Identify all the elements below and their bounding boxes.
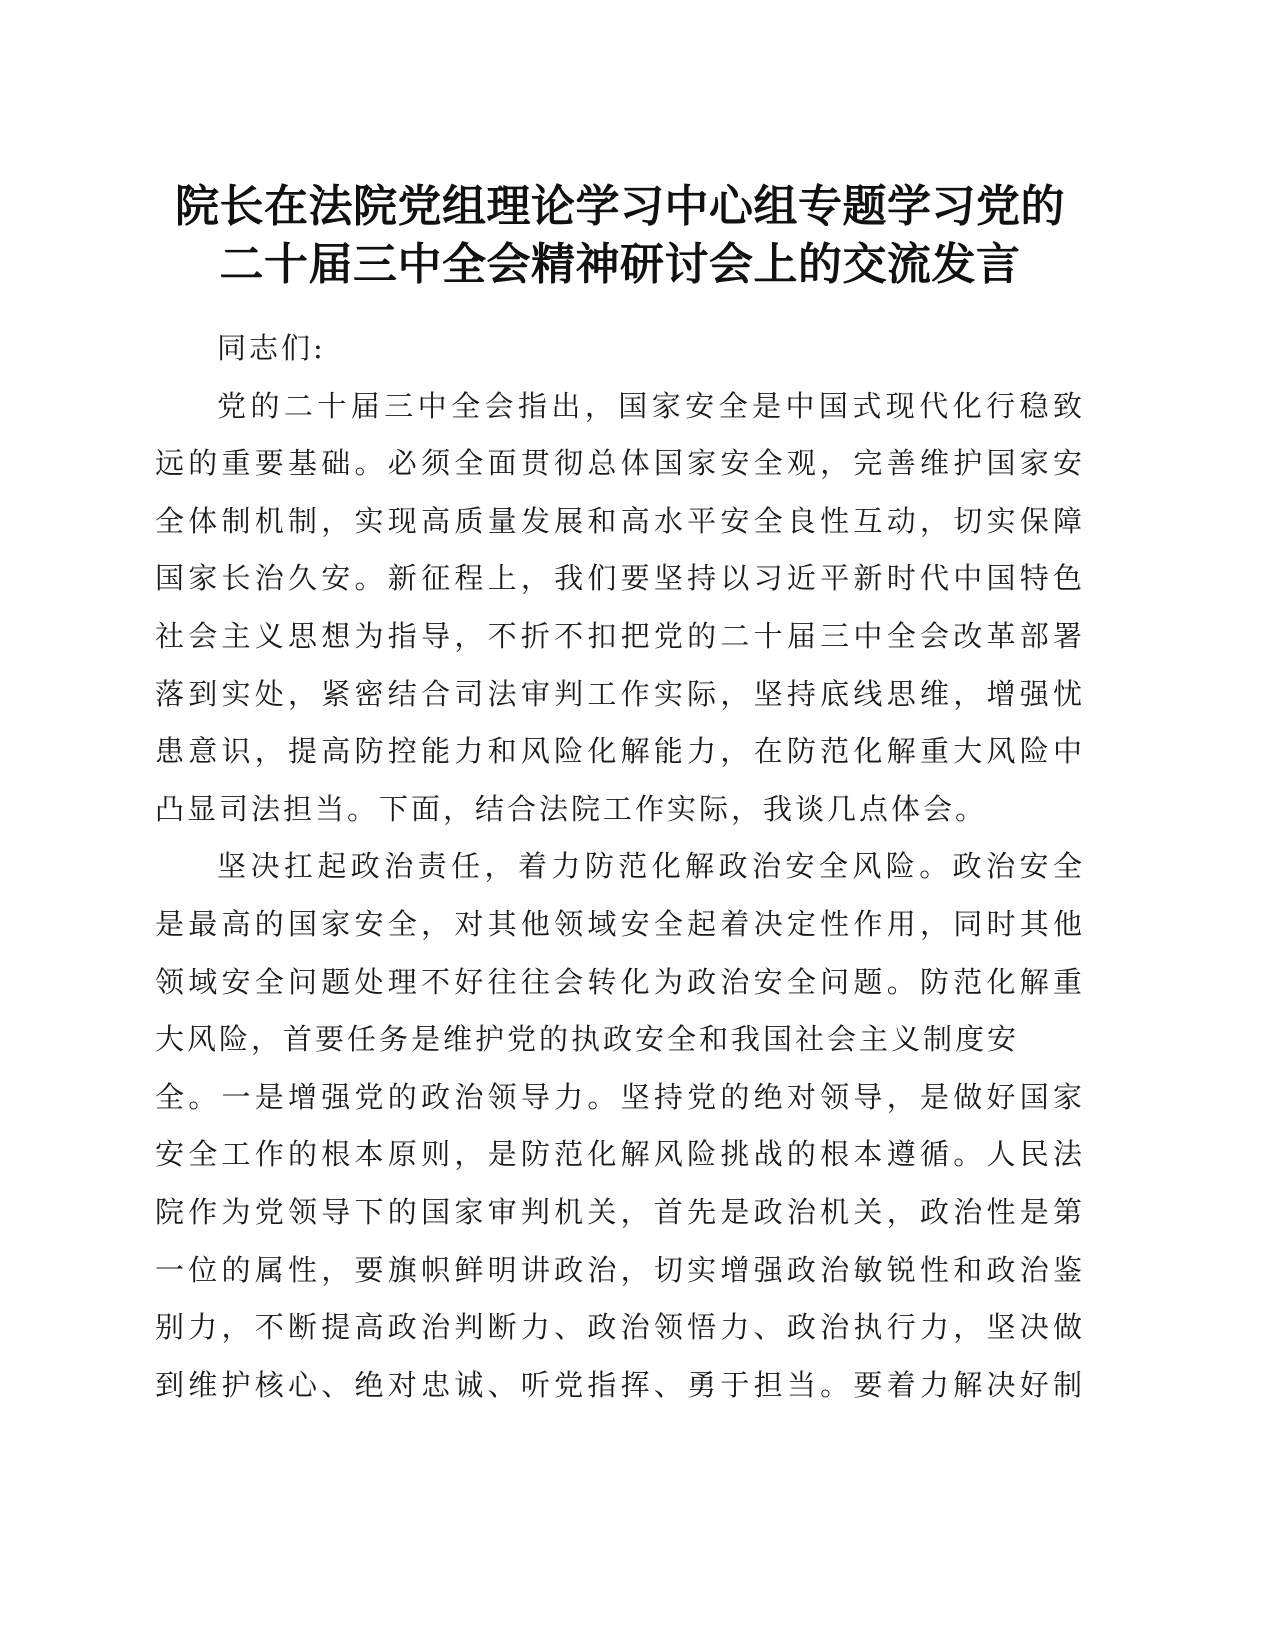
title-line-1: 院长在法院党组理论学习中心组专题学习党的 [175, 181, 1065, 232]
paragraph-line: 国家长治久安。新征程上，我们要坚持以习近平新时代中国特色 [155, 561, 1085, 596]
paragraph-line: 凸显司法担当。下面，结合法院工作实际，我谈几点体会。 [155, 791, 988, 826]
salutation: 同志们: [217, 331, 326, 365]
paragraph-line: 党的二十届三中全会指出，国家安全是中国式现代化行稳致 [217, 388, 1085, 423]
paragraph-line: 到维护核心、绝对忠诚、听党指挥、勇于担当。要着力解决好制 [155, 1367, 1085, 1402]
document-title [150, 178, 1090, 294]
paragraph-line: 领域安全问题处理不好往往会转化为政治安全问题。防范化解重 [155, 964, 1085, 999]
title-line-2: 二十届三中全会精神研讨会上的交流发言 [219, 239, 1021, 290]
paragraph-line: 院作为党领导下的国家审判机关，首先是政治机关，政治性是第 [155, 1194, 1085, 1229]
paragraph-line: 是最高的国家安全，对其他领域安全起着决定性作用，同时其他 [155, 906, 1085, 941]
paragraph-line: 远的重要基础。必须全面贯彻总体国家安全观，完善维护国家安 [155, 446, 1085, 481]
paragraph-line: 患意识，提高防控能力和风险化解能力，在防范化解重大风险中 [155, 734, 1085, 769]
document-body [155, 320, 1085, 1414]
paragraph-line: 别力，不断提高政治判断力、政治领悟力、政治执行力，坚决做 [155, 1310, 1085, 1345]
paragraph-line: 大风险，首要任务是维护党的执政安全和我国社会主义制度安 [155, 1022, 1020, 1057]
paragraph-line: 社会主义思想为指导，不折不扣把党的二十届三中全会改革部署 [155, 618, 1085, 653]
paragraph-line: 全体制机制，实现高质量发展和高水平安全良性互动，切实保障 [155, 503, 1085, 538]
paragraph-line: 一位的属性，要旗帜鲜明讲政治，切实增强政治敏锐性和政治鉴 [155, 1252, 1085, 1287]
paragraph-line: 安全工作的根本原则，是防范化解风险挑战的根本遵循。人民法 [155, 1137, 1085, 1172]
paragraph-line: 坚决扛起政治责任，着力防范化解政治安全风险。政治安全 [217, 849, 1085, 884]
paragraph-line: 落到实处，紧密结合司法审判工作实际，坚持底线思维，增强忧 [155, 676, 1085, 711]
paragraph-line: 全。一是增强党的政治领导力。坚持党的绝对领导，是做好国家 [155, 1079, 1085, 1114]
